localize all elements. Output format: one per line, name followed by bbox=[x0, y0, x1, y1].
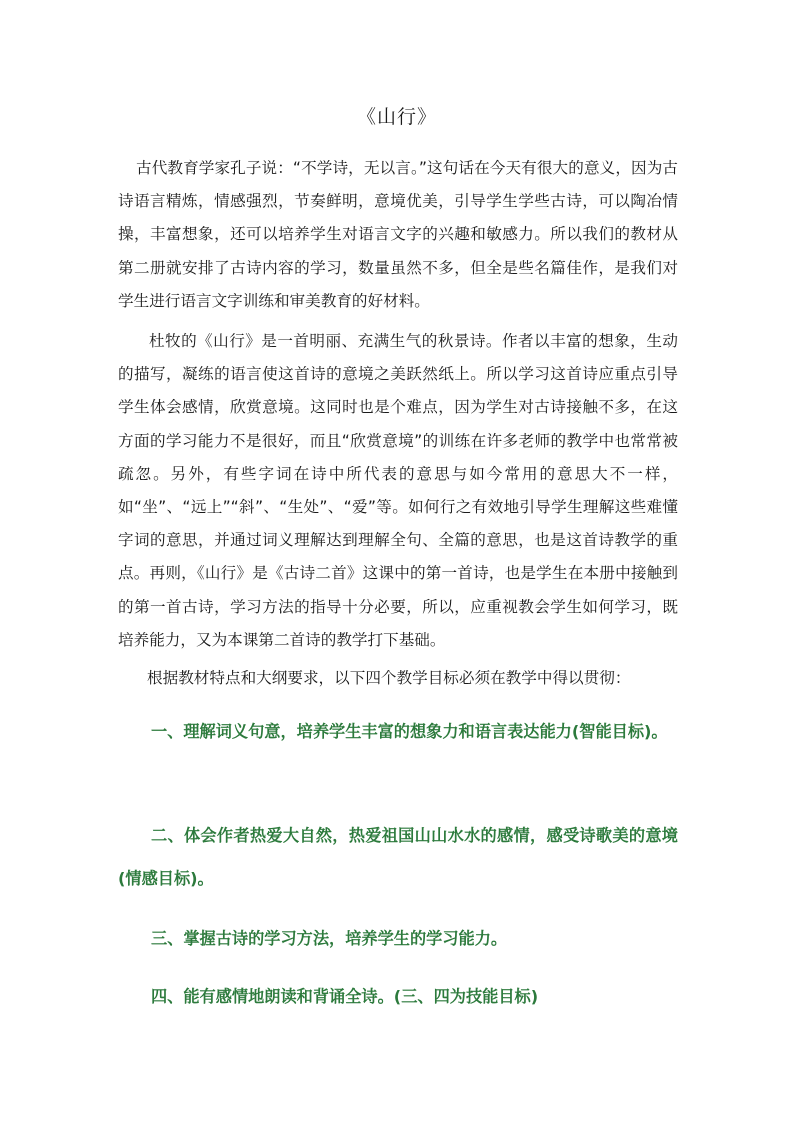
teaching-goal-2: 二、体会作者热爱大自然，热爱祖国山山水水的感情，感受诗歌美的意境(情感目标)。 bbox=[118, 826, 678, 888]
goals-intro-paragraph: 根据教材特点和大纲要求，以下四个教学目标必须在教学中得以贯彻： bbox=[147, 669, 631, 687]
teaching-goal-4: 四、能有感情地朗读和背诵全诗。(三、四为技能目标) bbox=[151, 987, 539, 1006]
analysis-paragraph: 杜牧的《山行》是一首明丽、充满生气的秋景诗。作者以丰富的想象，生动的描写，凝练的语言使这首诗的意境之美跃然纸上。所以学习这首诗应重点引导学生体会感情，欣赏意境。这同时也是个难点，因为学生对古诗接触不多，在这方面的学习能力不是很好，而且“欣赏意境”的训练在许多老师的教学中也常常被疏忽。另外，有些字词在诗中所代表的意思与如今常用的意思大不一样，如“坐”、“远上”“斜”、“生处”、“爱”等。如何行之有效地引导学生理解这些难懂字词的意思，并通过词义理解达到理解全句、全篇的意思，也是这首诗教学的重点。再则，《山行》是《古诗二首》这课中的第一首诗，也是学生在本册中接触到的第一首古诗，学习方法的指导十分必要，所以，应重视教会学生如何学习，既培养能力，又为本课第二首诗的教学打下基础。 bbox=[118, 332, 678, 649]
intro-paragraph: 古代教育学家孔子说：“不学诗，无以言。”这句话在今天有很大的意义，因为古诗语言精炼，情感强烈，节奏鲜明，意境优美，引导学生学些古诗，可以陶冶情操，丰富想象，还可以培养学生对语言文字的兴趣和敏感力。所以我们的教材从第二册就安排了古诗内容的学习，数量虽然不多，但全是些名篇佳作，是我们对学生进行语言文字训练和审美教育的好材料。 bbox=[118, 159, 678, 310]
document-title: 《山行》 bbox=[356, 106, 437, 128]
teaching-goal-1: 一、理解词义句意，培养学生丰富的想象力和语言表达能力(智能目标)。 bbox=[151, 722, 668, 741]
teaching-goal-3: 三、掌握古诗的学习方法，培养学生的学习能力。 bbox=[151, 929, 508, 948]
